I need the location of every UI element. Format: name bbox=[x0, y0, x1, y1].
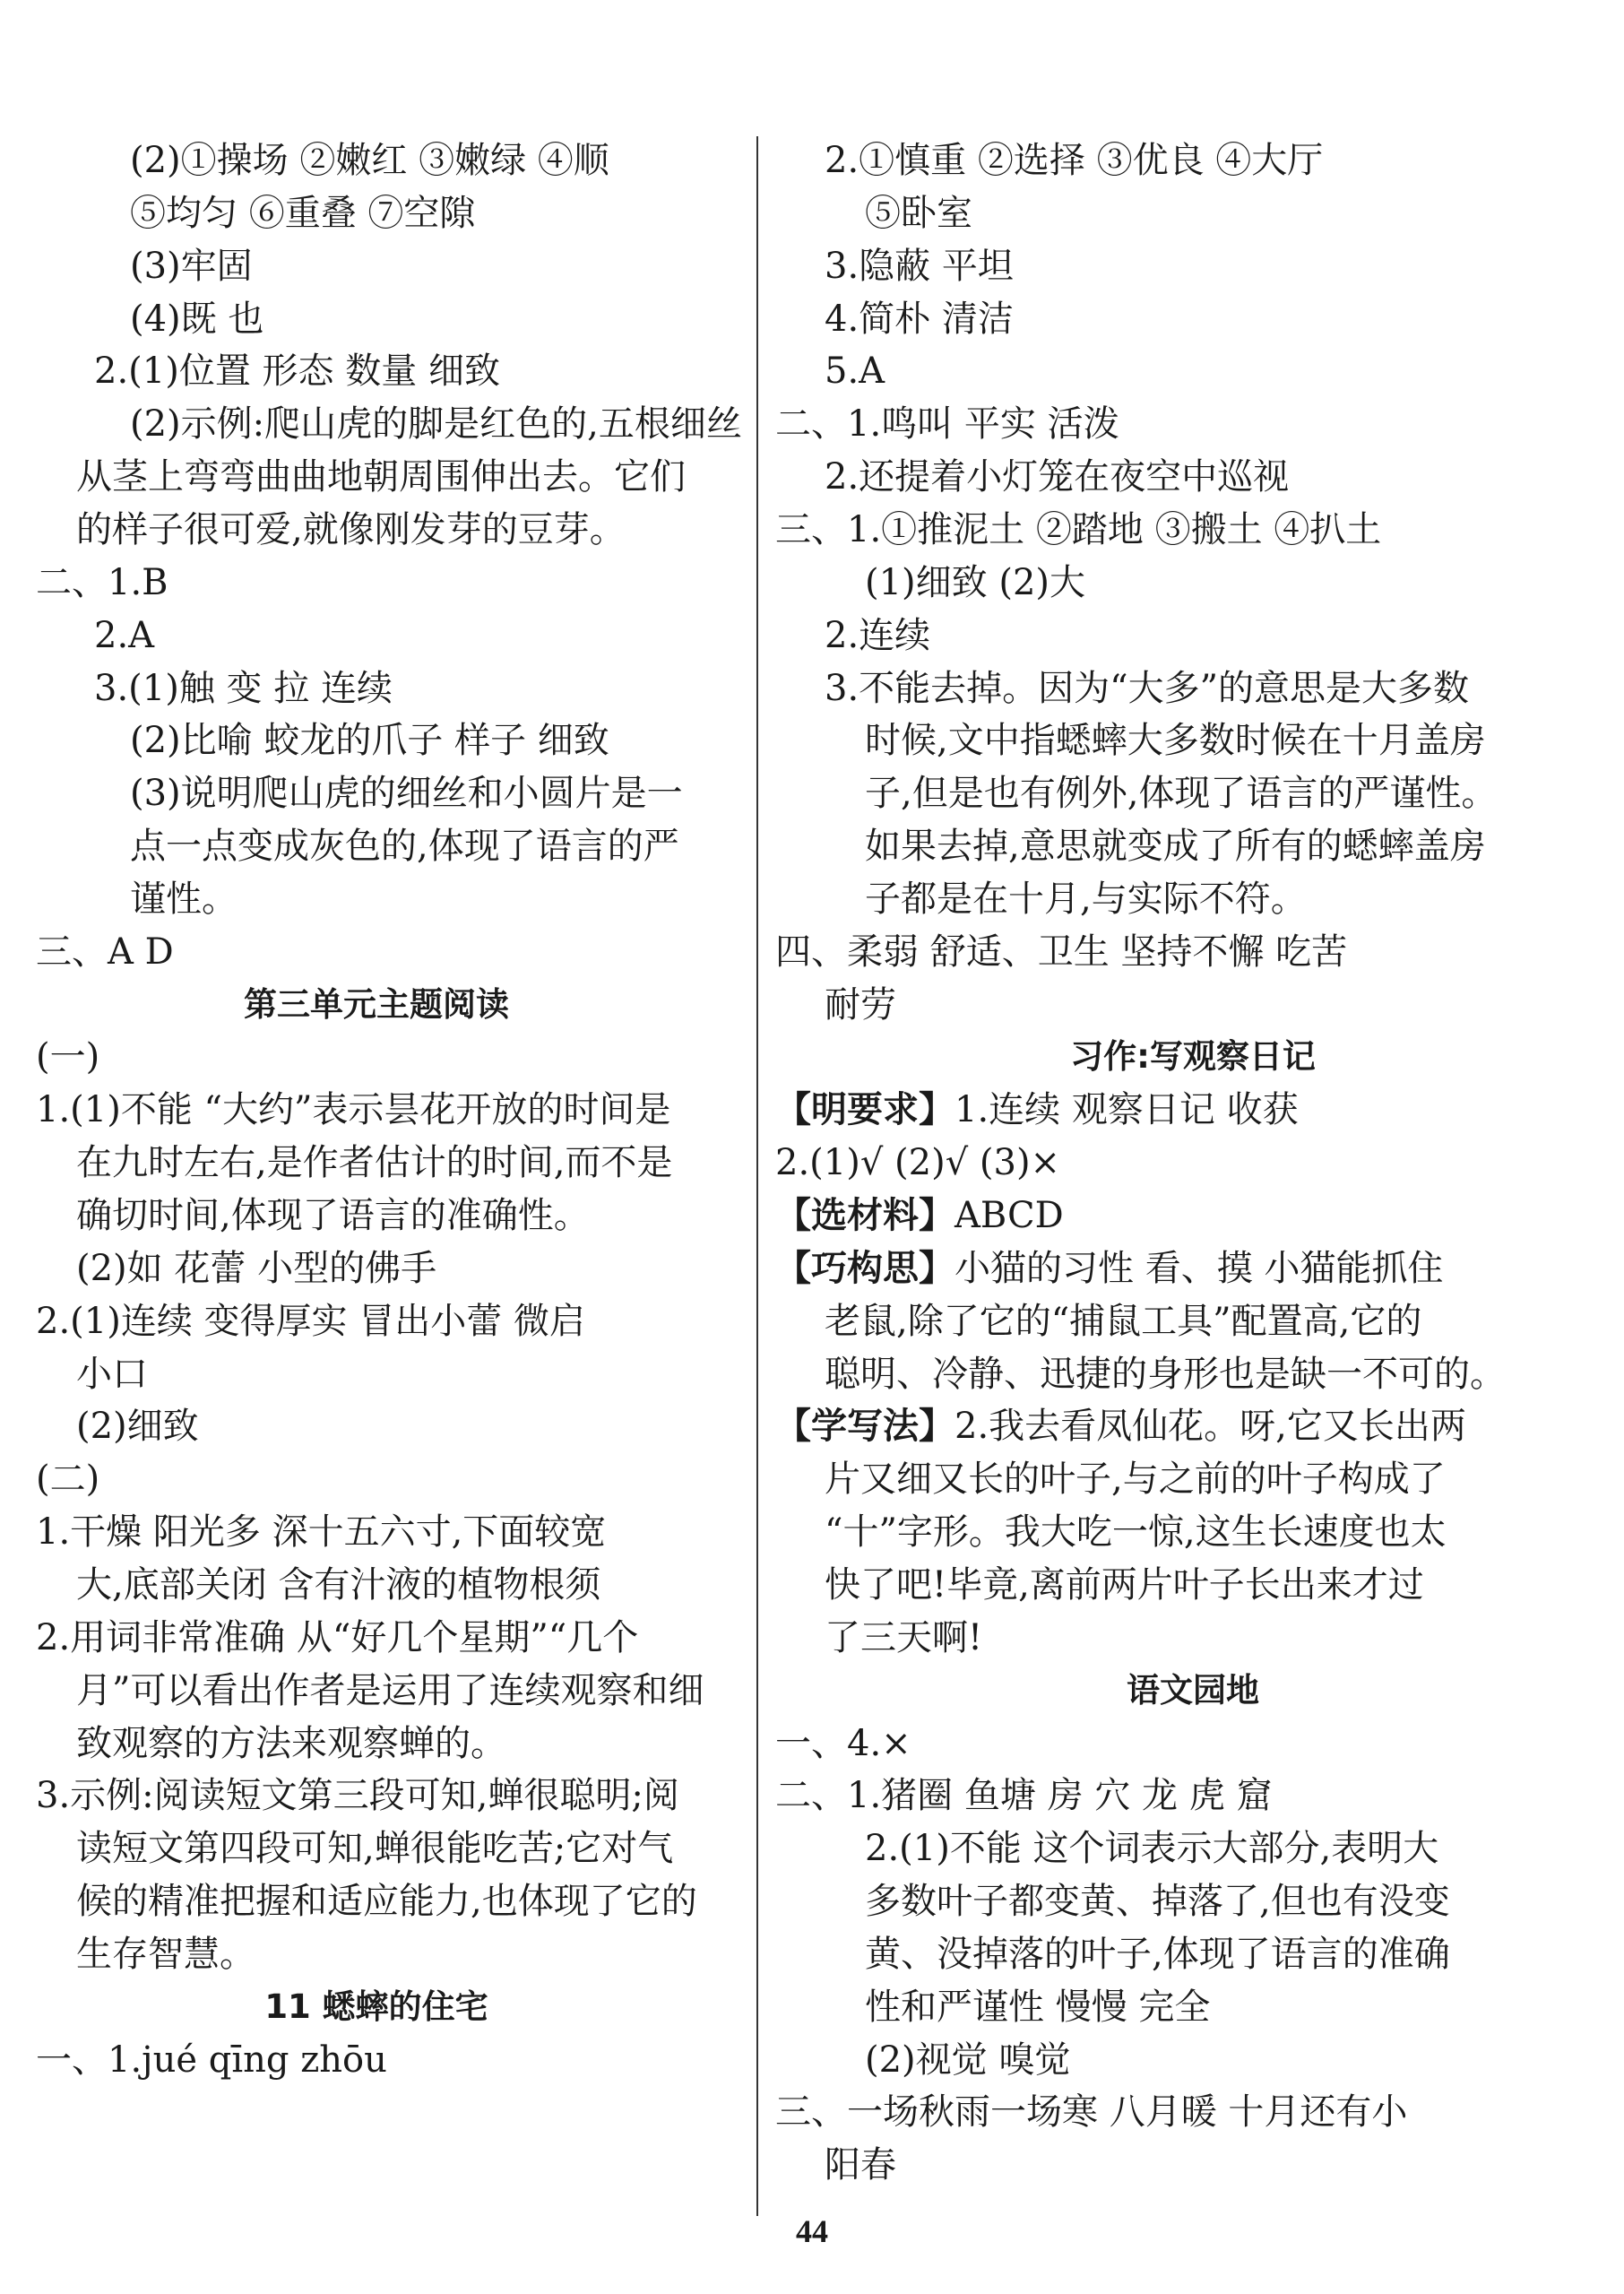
line-text: 阳春 bbox=[825, 2144, 896, 2186]
line-text: (二) bbox=[36, 1459, 100, 1501]
line-text: 小猫的习性 看、摸 小猫能抓住 bbox=[955, 1247, 1444, 1289]
line-text: 多数叶子都变黄、掉落了,但也有没变 bbox=[865, 1881, 1450, 1923]
line-text: 二、1.猪圈 鱼塘 房 穴 龙 虎 窟 bbox=[775, 1775, 1273, 1817]
line-text: 2.①慎重 ②选择 ③优良 ④大厅 bbox=[825, 140, 1324, 181]
line-text: 11 蟋蟀的住宅 bbox=[264, 1987, 488, 2026]
answer-line bbox=[130, 878, 238, 922]
line-text: 1.连续 观察日记 收获 bbox=[955, 1089, 1299, 1131]
line-text: 2.(1)√ (2)√ (3)× bbox=[775, 1142, 1061, 1184]
answer-line bbox=[36, 2039, 387, 2083]
line-text: 2.还提着小灯笼在夜空中巡视 bbox=[825, 456, 1290, 498]
answer-line bbox=[130, 825, 679, 870]
answer-line bbox=[775, 1088, 1299, 1133]
line-text: (1)细致 (2)大 bbox=[865, 561, 1086, 603]
answer-line bbox=[775, 508, 1381, 553]
section-heading bbox=[0, 1986, 753, 2030]
answer-line bbox=[76, 1669, 704, 1714]
answer-line bbox=[775, 1194, 1064, 1239]
line-text: 一、4.× bbox=[775, 1722, 911, 1764]
answer-line bbox=[76, 1194, 590, 1239]
line-text: 致观察的方法来观察蝉的。 bbox=[76, 1722, 506, 1764]
answer-line bbox=[76, 1141, 672, 1186]
line-text: 生存智慧。 bbox=[76, 1933, 255, 1975]
answer-line bbox=[865, 2039, 1070, 2083]
line-text: (2)比喻 蛟龙的爪子 样子 细致 bbox=[130, 720, 609, 762]
answer-line bbox=[36, 1458, 99, 1502]
answer-line bbox=[865, 1880, 1450, 1925]
answer-line bbox=[36, 1035, 99, 1080]
line-text: 子,但是也有例外,体现了语言的严谨性。 bbox=[865, 773, 1498, 815]
answer-line bbox=[76, 1353, 148, 1398]
answer-line bbox=[76, 455, 686, 500]
answer-line bbox=[775, 1774, 1272, 1819]
line-text: (一) bbox=[36, 1036, 100, 1078]
answer-line bbox=[76, 1722, 506, 1767]
section-heading bbox=[0, 983, 753, 1028]
answer-line bbox=[76, 1827, 673, 1872]
answer-line bbox=[865, 1827, 1438, 1872]
line-text: 第三单元主题阅读 bbox=[244, 984, 509, 1024]
line-text: (2)如 花蕾 小型的佛手 bbox=[76, 1247, 437, 1289]
page-number: 44 bbox=[796, 2213, 828, 2249]
line-text: 1.干燥 阳光多 深十五六寸,下面较宽 bbox=[36, 1511, 607, 1554]
line-text: 耐劳 bbox=[825, 983, 896, 1026]
line-text: (3)牢固 bbox=[130, 245, 253, 287]
line-text: 2.我去看凤仙花。呀,它又长出两 bbox=[955, 1406, 1466, 1448]
answer-line bbox=[36, 1088, 670, 1133]
answer-line bbox=[825, 350, 885, 394]
answer-line bbox=[36, 931, 174, 975]
answer-line bbox=[825, 614, 930, 659]
answer-line bbox=[825, 298, 1014, 342]
answer-line bbox=[775, 1405, 1466, 1450]
line-text: 小口 bbox=[76, 1353, 148, 1395]
answer-line bbox=[825, 2143, 896, 2188]
answer-line bbox=[775, 403, 1119, 447]
line-text: 的样子很可爱,就像刚发芽的豆芽。 bbox=[76, 508, 626, 550]
answer-line bbox=[130, 139, 609, 184]
answer-line bbox=[865, 878, 1307, 922]
line-text: 谨性。 bbox=[130, 878, 238, 920]
answer-line bbox=[76, 508, 626, 553]
answer-line bbox=[825, 1353, 1506, 1398]
line-text: 二、1.鸣叫 平实 活泼 bbox=[775, 403, 1119, 446]
answer-line bbox=[94, 350, 500, 394]
answer-line bbox=[825, 1458, 1446, 1502]
line-text: (2)①操场 ②嫩红 ③嫩绿 ④顺 bbox=[130, 140, 609, 181]
line-text: 时候,文中指蟋蟀大多数时候在十月盖房 bbox=[865, 720, 1486, 762]
line-text: 四、柔弱 舒适、卫生 坚持不懈 吃苦 bbox=[775, 931, 1348, 973]
line-text: 三、1.①推泥土 ②踏地 ③搬土 ④扒土 bbox=[775, 508, 1382, 550]
answer-line bbox=[865, 772, 1497, 817]
answer-line bbox=[865, 561, 1085, 606]
answer-line bbox=[76, 1933, 255, 1978]
line-text: 一、1.jué qīng zhōu bbox=[36, 2039, 387, 2081]
answer-line bbox=[94, 614, 154, 659]
line-text: ABCD bbox=[955, 1195, 1064, 1236]
line-text: 3.(1)触 变 拉 连续 bbox=[94, 667, 393, 709]
line-text: 黄、没掉落的叶子,体现了语言的准确 bbox=[865, 1933, 1450, 1975]
line-text: 1.(1)不能 “大约”表示昙花开放的时间是 bbox=[36, 1089, 671, 1131]
line-text: 3.不能去掉。因为“大多”的意思是大多数 bbox=[825, 667, 1470, 709]
answer-line bbox=[130, 298, 263, 342]
answer-line bbox=[775, 1247, 1443, 1292]
bold-label: 【学写法】 bbox=[775, 1406, 955, 1448]
answer-line bbox=[825, 667, 1469, 712]
line-text: 2.(1)连续 变得厚实 冒出小蕾 微启 bbox=[36, 1300, 585, 1342]
answer-line bbox=[130, 719, 609, 764]
section-heading bbox=[762, 1035, 1624, 1080]
answer-line bbox=[865, 825, 1486, 870]
answer-line bbox=[775, 1141, 1060, 1186]
line-text: ⑤均匀 ⑥重叠 ⑦空隙 bbox=[130, 192, 476, 234]
answer-line bbox=[76, 1880, 697, 1925]
answer-line bbox=[36, 1774, 679, 1819]
answer-line bbox=[825, 245, 1014, 290]
line-text: 子都是在十月,与实际不符。 bbox=[865, 878, 1307, 920]
line-text: 读短文第四段可知,蝉很能吃苦;它对气 bbox=[76, 1828, 674, 1870]
line-text: 点一点变成灰色的,体现了语言的严 bbox=[130, 826, 679, 868]
answer-line bbox=[130, 403, 742, 447]
line-text: 2.(1)不能 这个词表示大部分,表明大 bbox=[865, 1828, 1439, 1870]
line-text: 月”可以看出作者是运用了连续观察和细 bbox=[76, 1669, 704, 1711]
answer-line bbox=[775, 2091, 1407, 2135]
line-text: (2)视觉 嗅觉 bbox=[865, 2039, 1071, 2081]
line-text: 快了吧!毕竟,离前两片叶子长出来才过 bbox=[825, 1563, 1424, 1606]
line-text: 片又细又长的叶子,与之前的叶子构成了 bbox=[825, 1459, 1446, 1501]
line-text: 2.(1)位置 形态 数量 细致 bbox=[94, 351, 500, 393]
line-text: 习作:写观察日记 bbox=[1070, 1037, 1316, 1077]
answer-line bbox=[865, 1933, 1450, 1978]
answer-line bbox=[36, 561, 168, 606]
line-text: ⑤卧室 bbox=[865, 192, 972, 234]
line-text: 大,底部关闭 含有汁液的植物根须 bbox=[76, 1563, 601, 1606]
answer-line bbox=[865, 192, 972, 237]
line-text: 2.连续 bbox=[825, 614, 931, 656]
bold-label: 【明要求】 bbox=[775, 1089, 955, 1131]
answer-line bbox=[76, 1563, 600, 1608]
bold-label: 【巧构思】 bbox=[775, 1247, 955, 1289]
answer-line bbox=[130, 192, 475, 237]
line-text: (4)既 也 bbox=[130, 298, 264, 340]
answer-line bbox=[36, 1616, 638, 1661]
answer-line bbox=[825, 455, 1289, 500]
answer-line bbox=[36, 1300, 585, 1345]
line-text: (2)细致 bbox=[76, 1406, 199, 1448]
line-text: (3)说明爬山虎的细丝和小圆片是一 bbox=[130, 773, 683, 815]
answer-line bbox=[130, 772, 683, 817]
answer-line bbox=[825, 1511, 1447, 1555]
line-text: 3.隐蔽 平坦 bbox=[825, 245, 1014, 287]
answer-line bbox=[775, 931, 1347, 975]
bold-label: 【选材料】 bbox=[775, 1195, 955, 1236]
line-text: 在九时左右,是作者估计的时间,而不是 bbox=[76, 1142, 673, 1184]
line-text: 三、一场秋雨一场寒 八月暖 十月还有小 bbox=[775, 2091, 1408, 2134]
answer-line bbox=[94, 667, 393, 712]
line-text: 二、1.B bbox=[36, 561, 168, 603]
line-text: 确切时间,体现了语言的准确性。 bbox=[76, 1195, 590, 1236]
line-text: 聪明、冷静、迅捷的身形也是缺一不可的。 bbox=[825, 1353, 1506, 1395]
line-text: 2.A bbox=[94, 614, 155, 656]
line-text: 5.A bbox=[825, 351, 885, 393]
line-text: 3.示例:阅读短文第三段可知,蝉很聪明;阅 bbox=[36, 1775, 679, 1817]
line-text: “十”字形。我大吃一惊,这生长速度也太 bbox=[825, 1511, 1447, 1554]
answer-line bbox=[76, 1405, 199, 1450]
answer-line bbox=[825, 139, 1323, 184]
answer-line bbox=[825, 1616, 982, 1661]
line-text: 性和严谨性 慢慢 完全 bbox=[865, 1986, 1211, 2028]
line-text: 老鼠,除了它的“捕鼠工具”配置高,它的 bbox=[825, 1300, 1422, 1342]
line-text: 4.简朴 清洁 bbox=[825, 298, 1014, 340]
line-text: 如果去掉,意思就变成了所有的蟋蟀盖房 bbox=[865, 826, 1486, 868]
answer-line bbox=[130, 245, 253, 290]
answer-line bbox=[825, 1563, 1424, 1608]
answer-line bbox=[865, 1986, 1210, 2030]
line-text: 从茎上弯弯曲曲地朝周围伸出去。它们 bbox=[76, 456, 686, 498]
answer-line bbox=[76, 1247, 436, 1292]
answer-line bbox=[825, 983, 896, 1028]
line-text: 候的精准把握和适应能力,也体现了它的 bbox=[76, 1881, 697, 1923]
column-divider bbox=[756, 136, 758, 2216]
line-text: 三、A D bbox=[36, 931, 174, 973]
line-text: (2)示例:爬山虎的脚是红色的,五根细丝 bbox=[130, 403, 742, 446]
answer-line bbox=[825, 1300, 1421, 1345]
line-text: 了三天啊! bbox=[825, 1616, 983, 1658]
section-heading bbox=[762, 1669, 1624, 1714]
answer-line bbox=[775, 1722, 911, 1767]
line-text: 语文园地 bbox=[1127, 1670, 1259, 1710]
answer-line bbox=[36, 1511, 606, 1555]
answer-line bbox=[865, 719, 1486, 764]
line-text: 2.用词非常准确 从“好几个星期”“几个 bbox=[36, 1616, 639, 1658]
